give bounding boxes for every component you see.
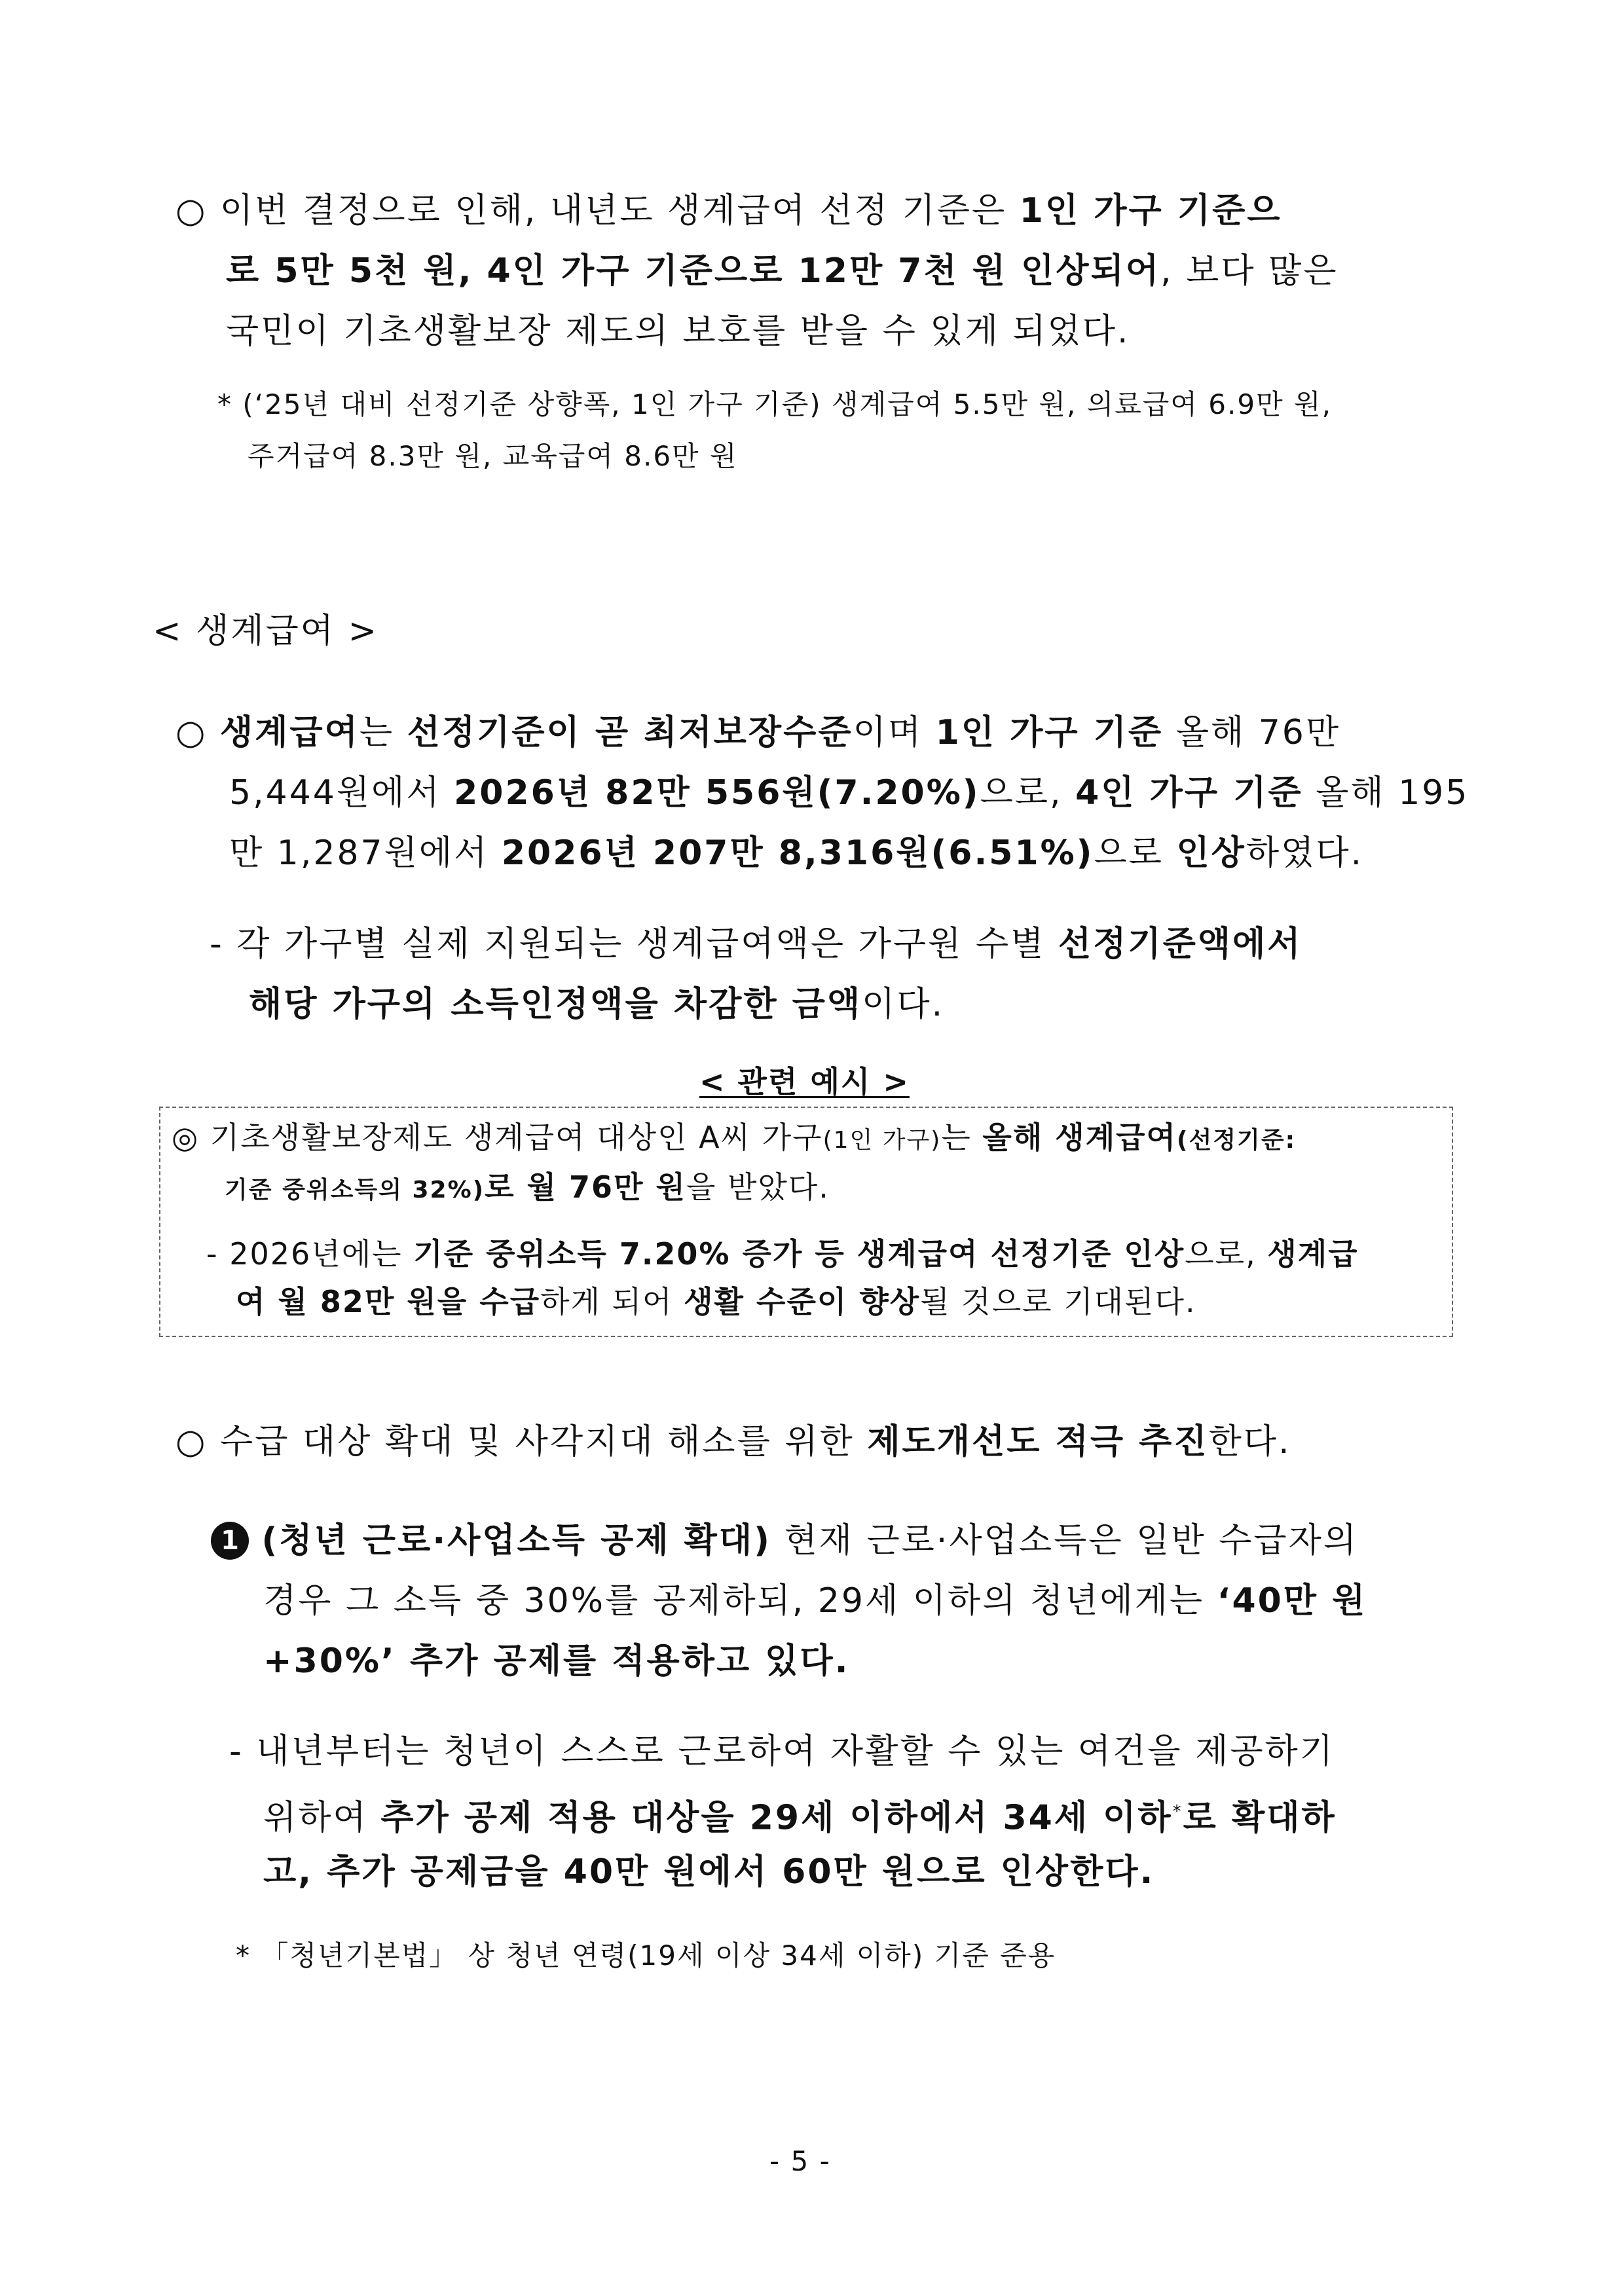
intro-line-1 [175, 185, 1282, 236]
intro-text: , 보다 많은 [1160, 251, 1338, 291]
intro-emphasis: 로 5만 5천 원, 4인 가구 기준으로 12만 7천 원 인상되어 [226, 251, 1161, 291]
living-text: 이다. [862, 985, 945, 1024]
example-line-3 [206, 1231, 1359, 1277]
living-emphasis: 인상 [1176, 834, 1246, 873]
living-text: 올해 195 [1302, 773, 1469, 813]
reform-text: ○ 수급 대상 확대 및 사각지대 해소를 위한 [175, 1422, 868, 1461]
page-number: - 5 - [769, 2145, 831, 2177]
bullet: ○ [175, 713, 220, 752]
living-text: 올해 76만 [1163, 713, 1341, 752]
reform-item-line-1 [211, 1515, 1358, 1566]
intro-footnote-2: 주거급여 8.3만 원, 교육급여 8.6만 원 [248, 440, 738, 472]
circled-number-icon: 1 [211, 1522, 249, 1560]
reform-emphasis: ‘40만 원 [1217, 1581, 1367, 1621]
living-text: 는 [359, 713, 407, 752]
living-text: 으로, [980, 773, 1076, 813]
example-emphasis: 생활 수준이 향상 [684, 1284, 921, 1319]
living-dash-line-2 [249, 979, 944, 1030]
example-emphasis: 로 월 76만 원 [485, 1169, 686, 1205]
example-text: 될 것으로 기대된다. [920, 1284, 1196, 1319]
living-emphasis: 4인 가구 기준 [1075, 773, 1303, 813]
living-text: 으로 [1094, 834, 1177, 873]
example-emphasis: 기준 중위소득 7.20% 증가 등 생계급여 선정기준 인상 [413, 1236, 1185, 1272]
living-emphasis: 선정기준이 곧 최저보장수준 [407, 713, 853, 752]
living-emphasis: 2026년 82만 556원(7.20%) [454, 773, 980, 813]
example-text: - 2026년에는 [206, 1236, 414, 1272]
living-emphasis: 선정기준액에서 [1058, 925, 1302, 964]
reform-text: 경우 그 소득 중 30%를 공제하되, 29세 이하의 청년에게는 [263, 1581, 1217, 1621]
example-text: 으로, [1185, 1236, 1268, 1272]
reform-emphasis: 추가 공제 적용 대상을 29세 이하에서 34세 이하 [380, 1798, 1173, 1838]
reform-dash-line-1: - 내년부터는 청년이 스스로 근로하여 자활할 수 있는 여건을 제공하기 [229, 1732, 1335, 1771]
reform-line-1 [175, 1416, 1291, 1467]
reform-text: 현재 근로·사업소득은 일반 수급자의 [771, 1521, 1359, 1560]
example-emphasis: 올해 생계급여 [982, 1120, 1177, 1155]
living-text: 이며 [853, 713, 936, 752]
reform-dash-line-3: 고, 추가 공제금을 40만 원에서 60만 원으로 인상한다. [263, 1852, 1155, 1892]
example-text: 을 받았다. [686, 1169, 830, 1205]
example-text: (1인 가구) [822, 1127, 942, 1154]
reform-footnote: * 「청년기본법」 상 청년 연령(19세 이상 34세 이하) 기준 준용 [236, 1939, 1056, 1972]
example-title: < 관련 예시 > [699, 1064, 910, 1099]
living-line-1 [175, 707, 1340, 758]
example-text: ◎ 기초생활보장제도 생계급여 대상인 A씨 가구 [172, 1120, 823, 1155]
footnote-marker: * [1172, 1802, 1183, 1822]
living-text: 하였다. [1246, 834, 1364, 873]
example-text: 하게 되어 [540, 1284, 684, 1319]
living-dash-line-1 [210, 919, 1302, 970]
intro-line-2 [226, 246, 1338, 297]
living-term: 생계급여 [219, 713, 360, 752]
example-emphasis: 생계급 [1267, 1236, 1359, 1272]
example-line-4 [236, 1279, 1196, 1325]
reform-dash-line-2 [263, 1786, 1337, 1843]
example-emphasis: (선정기준: [1177, 1127, 1297, 1154]
example-line-1 [172, 1114, 1296, 1164]
living-line-2 [229, 767, 1469, 818]
example-text: 는 [941, 1120, 983, 1155]
intro-footnote-1: * (‘25년 대비 선정기준 상향폭, 1인 가구 기준) 생계급여 5.5만 원, 의료급여 6.9만 원, [217, 388, 1332, 420]
reform-text: 위하여 [263, 1798, 381, 1838]
reform-emphasis: 제도개선도 적극 추진 [867, 1422, 1209, 1461]
living-text: - 각 가구별 실제 지원되는 생계급여액은 가구원 수별 [210, 925, 1058, 964]
reform-text: 한다. [1208, 1422, 1291, 1461]
reform-item-line-2 [263, 1575, 1367, 1626]
intro-text: ○ 이번 결정으로 인해, 내년도 생계급여 선정 기준은 [175, 191, 1020, 230]
reform-emphasis: 로 확대하 [1183, 1798, 1337, 1838]
intro-line-3: 국민이 기초생활보장 제도의 보호를 받을 수 있게 되었다. [226, 312, 1130, 351]
reform-item-line-3: +30%’ 추가 공제를 적용하고 있다. [263, 1642, 850, 1681]
living-text: 5,444원에서 [229, 773, 454, 813]
living-emphasis: 1인 가구 기준 [935, 713, 1164, 752]
example-emphasis: 여 월 82만 원을 수급 [236, 1284, 541, 1319]
living-line-3 [229, 828, 1363, 879]
intro-emphasis: 1인 가구 기준으 [1019, 191, 1282, 230]
example-emphasis: 기준 중위소득의 32%) [225, 1177, 485, 1203]
section-title: < 생계급여 > [153, 612, 379, 651]
living-emphasis: 해당 가구의 소득인정액을 차감한 금액 [249, 985, 862, 1024]
living-emphasis: 2026년 207만 8,316원(6.51%) [501, 834, 1094, 873]
reform-item-title: (청년 근로·사업소득 공제 확대) [261, 1521, 771, 1560]
example-line-2 [225, 1164, 830, 1213]
living-text: 만 1,287원에서 [229, 834, 502, 873]
